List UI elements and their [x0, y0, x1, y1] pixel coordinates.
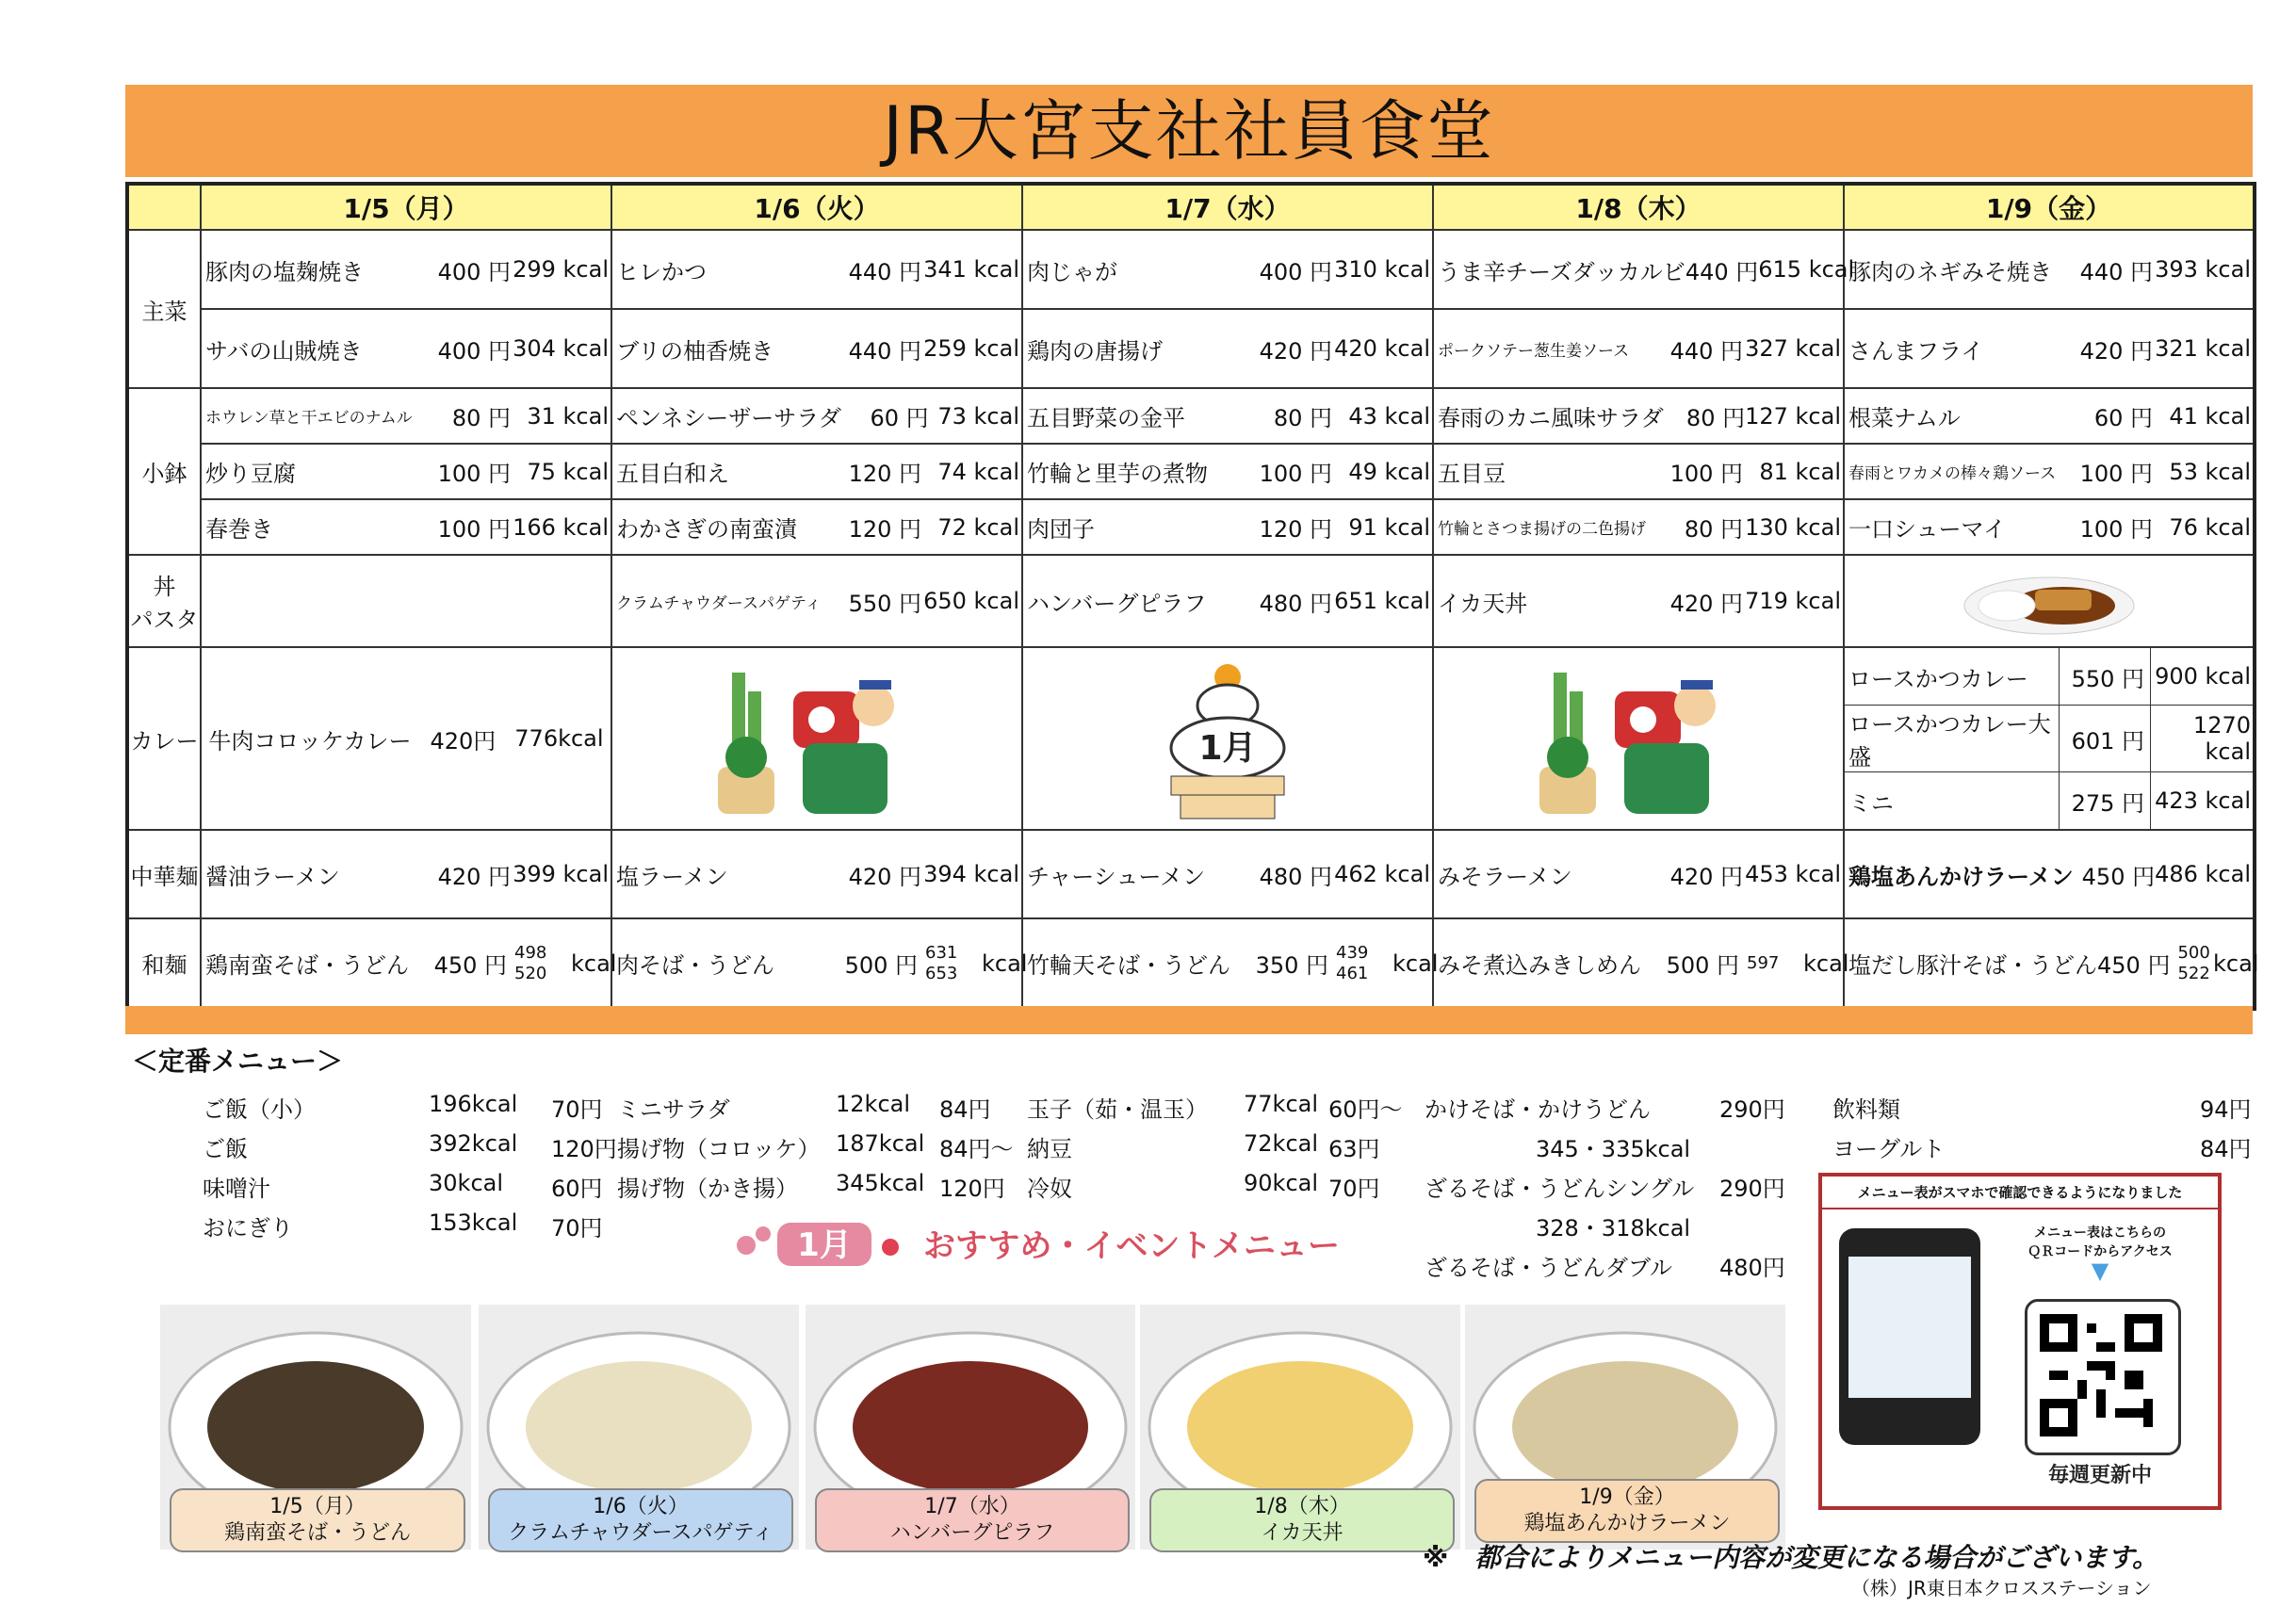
menu-item-kcal: 776kcal — [514, 725, 604, 752]
menu-item-name: 豚肉のネギみそ焼き — [1848, 258, 2052, 285]
menu-item-name: 竹輪とさつま揚げの二色揚げ — [1438, 520, 1646, 539]
kcal-unit: kcal — [2213, 949, 2259, 977]
menu-item-kcal-values: 597 — [1747, 952, 1780, 973]
standard-item-kcal: 345kcal — [836, 1170, 925, 1196]
menu-item-kcal: 615 kcal — [1758, 256, 1855, 283]
menu-item-price: 420 円 — [848, 863, 921, 890]
menu-item-kcal: 130 kcal — [1745, 513, 1841, 541]
menu-item-name: 春巻き — [205, 516, 273, 543]
table-row — [127, 647, 2255, 830]
standard-item-name: 揚げ物（かき揚） — [617, 1176, 798, 1202]
standard-item-price: 84円 — [939, 1096, 991, 1123]
page-title: JR大宮支社社員食堂 — [883, 92, 1495, 170]
menu-cell — [1022, 309, 1433, 388]
menu-item-name: 五目白和え — [616, 461, 729, 487]
menu-item-name: さんまフライ — [1848, 337, 1984, 365]
standard-item-price: 120円 — [551, 1136, 617, 1162]
menu-item-kcal: 76 kcal — [2169, 513, 2251, 541]
menu-item-kcal: 341 kcal — [923, 256, 1019, 283]
decoration-cell — [611, 647, 1022, 830]
bottom-bar — [125, 1006, 2253, 1034]
corner-cell — [127, 184, 201, 230]
standard-item-name: 納豆 — [1027, 1136, 1072, 1162]
standard-item-name: ヨーグルト — [1832, 1136, 1946, 1162]
curry-plate-icon — [1960, 563, 2139, 639]
menu-item-price: 440 円 — [1669, 337, 1743, 365]
menu-item-name: うま辛チーズダッカルビ — [1438, 258, 1685, 285]
menu-cell — [611, 555, 1022, 647]
standard-item-kcal: 328・318kcal — [1536, 1215, 1691, 1242]
dish-caption — [815, 1488, 1130, 1552]
menu-cell — [1022, 499, 1433, 555]
menu-cell — [1433, 309, 1844, 388]
menu-item-kcal: 73 kcal — [937, 402, 1019, 430]
dish-name: ハンバーグピラフ — [889, 1521, 1055, 1545]
menu-item-price: 100 円 — [2079, 516, 2153, 543]
menu-item-price: 400 円 — [437, 258, 511, 285]
standard-item-name: ざるそば・うどんダブル — [1425, 1255, 1673, 1281]
menu-item-kcal: 310 kcal — [1334, 256, 1430, 283]
sub-row — [1845, 706, 2253, 772]
standard-item-name: ご飯 — [203, 1136, 248, 1162]
menu-item-price: 601 円 — [2060, 706, 2151, 772]
menu-item-kcal: 74 kcal — [937, 458, 1019, 485]
dish-caption — [1149, 1488, 1455, 1552]
menu-item-name: 肉団子 — [1027, 516, 1095, 543]
menu-cell — [201, 230, 611, 309]
day-header: 1/5（月） — [201, 184, 611, 230]
standard-item-price: 480円 — [1719, 1255, 1785, 1281]
menu-item-price: 120 円 — [1259, 516, 1332, 543]
menu-item-name: 一口シューマイ — [1848, 516, 2007, 543]
standard-item-price: 70円 — [551, 1096, 603, 1123]
table-row — [127, 499, 2255, 555]
menu-item-kcal: 299 kcal — [513, 256, 609, 283]
menu-item-price: 100 円 — [437, 516, 511, 543]
menu-item-name: 塩ラーメン — [616, 863, 728, 890]
menu-cell — [611, 499, 1022, 555]
menu-cell — [201, 499, 611, 555]
kcal-unit: kcal — [1803, 949, 1849, 977]
menu-cell — [1844, 388, 2255, 444]
menu-item-name: 春雨とワカメの棒々鶏ソース — [1848, 464, 2057, 483]
kcal-unit: kcal — [571, 949, 617, 977]
sub-row — [1845, 648, 2253, 706]
dish-caption — [488, 1488, 793, 1552]
menu-cell — [611, 309, 1022, 388]
dish-date: 1/6（火） — [593, 1495, 689, 1518]
dish-name: イカ天丼 — [1261, 1521, 1343, 1545]
company-name: （株）JR東日本クロスステーション — [1851, 1577, 2152, 1599]
standard-item-price: 290円 — [1719, 1176, 1785, 1202]
menu-item-kcal-values: 439 461 — [1336, 942, 1369, 983]
dish-name: クラムチャウダースパゲティ — [508, 1521, 773, 1545]
menu-item-name: チャーシューメン — [1027, 863, 1206, 890]
menu-item-price: 450 円 — [2097, 952, 2171, 979]
standard-item-price: 70円 — [551, 1215, 603, 1242]
menu-cell — [201, 555, 611, 647]
standard-item-price: 60円～ — [1328, 1096, 1403, 1123]
menu-item-kcal: 420 kcal — [1334, 335, 1430, 362]
menu-item-price: 420円 — [430, 727, 497, 755]
menu-item-price: 100 円 — [437, 461, 511, 487]
menu-item-kcal: 91 kcal — [1348, 513, 1430, 541]
menu-item-name: 鶏塩あんかけラーメン — [1848, 863, 2074, 890]
menu-cell — [1022, 388, 1433, 444]
menu-item-price: 400 円 — [1259, 258, 1332, 285]
menu-item-kcal: 75 kcal — [527, 458, 609, 485]
qr-code[interactable] — [2025, 1299, 2181, 1455]
menu-cell — [1433, 830, 1844, 918]
phone-icon — [1839, 1228, 1980, 1445]
menu-item-kcal-values: 631 653 — [925, 942, 958, 983]
menu-item-name: ミニ — [1845, 772, 2060, 830]
qr-panel — [1818, 1173, 2222, 1510]
menu-cell — [1433, 555, 1844, 647]
menu-item-name: 鶏肉の唐揚げ — [1027, 337, 1163, 365]
qr-line2: ＱＲコードからアクセス — [2027, 1244, 2173, 1259]
dish-caption — [170, 1488, 465, 1552]
kcal-unit: kcal — [982, 949, 1028, 977]
table-row — [127, 830, 2255, 918]
menu-cell — [1022, 555, 1433, 647]
qr-header: メニュー表がスマホで確認できるようになりました — [1822, 1177, 2218, 1209]
menu-cell — [1433, 499, 1844, 555]
menu-item-price: 80 円 — [1273, 405, 1332, 431]
notice-text: ※ 都合によりメニュー内容が変更になる場合がございます。 — [1423, 1542, 2158, 1573]
menu-cell — [1022, 830, 1433, 918]
standard-item-kcal: 12kcal — [836, 1091, 911, 1117]
menu-item-price: 350 円 — [1255, 952, 1328, 979]
menu-item-kcal: 49 kcal — [1348, 458, 1430, 485]
dish-date: 1/9（金） — [1579, 1485, 1675, 1509]
menu-cell — [1844, 647, 2255, 830]
menu-item-price: 420 円 — [1669, 863, 1743, 890]
menu-cell — [201, 444, 611, 499]
decoration-cell — [1022, 647, 1433, 830]
menu-item-name: 肉そば・うどん — [616, 952, 774, 979]
menu-item-name: 竹輪と里芋の煮物 — [1027, 461, 1208, 487]
table-row — [127, 388, 2255, 444]
weekly-menu-table — [125, 182, 2259, 1011]
menu-item-name: 塩だし豚汁そば・うどん — [1848, 952, 2097, 979]
standard-item-price: 84円 — [2200, 1136, 2252, 1162]
dish-date: 1/5（月） — [269, 1495, 366, 1518]
menu-cell — [1433, 388, 1844, 444]
standard-item-name: 飲料類 — [1832, 1096, 1900, 1123]
menu-item-name: ヒレかつ — [616, 258, 707, 285]
qr-line1: メニュー表はこちらの — [2034, 1225, 2166, 1241]
menu-cell — [1844, 230, 2255, 309]
standard-item-name: ざるそば・うどんシングル — [1425, 1176, 1695, 1202]
menu-item-price: 420 円 — [437, 863, 511, 890]
menu-item-kcal: 327 kcal — [1745, 335, 1841, 362]
menu-item-price: 440 円 — [848, 258, 921, 285]
menu-item-kcal: 719 kcal — [1745, 588, 1841, 614]
dish-caption — [1474, 1479, 1780, 1543]
category-label: 小鉢 — [127, 388, 201, 555]
standard-item-kcal: 345・335kcal — [1536, 1136, 1691, 1162]
kagami-mochi-illustration — [1152, 654, 1303, 823]
standard-menu-heading: ＜定番メニュー＞ — [132, 1046, 344, 1077]
category-label: 中華麺 — [127, 830, 201, 918]
day-header: 1/6（火） — [611, 184, 1022, 230]
menu-item-name: みそラーメン — [1438, 863, 1572, 890]
kcal-unit: kcal — [1392, 949, 1439, 977]
standard-item-kcal: 77kcal — [1244, 1091, 1319, 1117]
menu-item-kcal: 43 kcal — [1348, 402, 1430, 430]
menu-item-name: 牛肉コロッケカレー — [208, 727, 412, 755]
menu-cell — [201, 647, 611, 830]
menu-item-price: 275 円 — [2060, 772, 2151, 830]
standard-item-name: 冷奴 — [1027, 1176, 1072, 1202]
curry-image-cell — [1844, 555, 2255, 647]
menu-cell — [201, 309, 611, 388]
menu-item-price: 80 円 — [1685, 405, 1746, 431]
standard-item-kcal: 153kcal — [429, 1209, 518, 1236]
menu-item-kcal: 462 kcal — [1334, 861, 1430, 887]
standard-item-price: 60円 — [551, 1176, 603, 1202]
menu-item-name: みそ煮込みきしめん — [1438, 952, 1641, 979]
menu-item-price: 550 円 — [848, 590, 921, 617]
standard-item-kcal: 30kcal — [429, 1170, 504, 1196]
menu-item-price: 500 円 — [844, 952, 918, 979]
standard-item-kcal: 187kcal — [836, 1130, 925, 1157]
menu-item-price: 550 円 — [2060, 648, 2151, 706]
menu-cell — [1433, 230, 1855, 309]
menu-item-kcal: 1270 kcal — [2151, 706, 2254, 772]
category-label: 和麺 — [127, 918, 201, 1009]
menu-item-price: 450 円 — [433, 952, 507, 979]
table-row — [127, 555, 2255, 647]
menu-item-kcal-values: 498 520 — [514, 942, 547, 983]
menu-cell — [1433, 444, 1844, 499]
menu-item-name: 春雨のカニ風味サラダ — [1438, 405, 1664, 431]
menu-cell — [201, 830, 611, 918]
standard-item-name: 揚げ物（コロッケ） — [617, 1136, 821, 1162]
standard-item-price: 63円 — [1328, 1136, 1380, 1162]
menu-cell — [611, 388, 1022, 444]
menu-cell — [611, 830, 1022, 918]
menu-cell — [1844, 499, 2255, 555]
menu-item-name: ロースかつカレー大盛 — [1845, 706, 2060, 772]
standard-item-kcal: 90kcal — [1244, 1170, 1319, 1196]
menu-item-price: 60 円 — [870, 405, 929, 431]
standard-item-price: 120円 — [939, 1176, 1005, 1202]
dish-name: 鶏塩あんかけラーメン — [1523, 1512, 1731, 1535]
flower-icon — [882, 1239, 899, 1256]
menu-item-name: 炒り豆腐 — [205, 461, 296, 487]
menu-item-price: 440 円 — [848, 337, 921, 365]
menu-item-price: 480 円 — [1259, 590, 1332, 617]
standard-item-kcal: 72kcal — [1244, 1130, 1319, 1157]
menu-cell — [611, 230, 1022, 309]
menu-item-name: ハンバーグピラフ — [1027, 590, 1207, 617]
menu-cell — [201, 388, 611, 444]
menu-item-price: 500 円 — [1666, 952, 1739, 979]
menu-cell — [1433, 918, 1849, 1009]
menu-item-kcal-values: 500 522 — [2177, 942, 2210, 983]
menu-cell — [1844, 444, 2255, 499]
menu-cell — [1844, 309, 2255, 388]
standard-item-name: 玉子（茹・温玉） — [1027, 1096, 1208, 1123]
day-header-row — [127, 184, 2255, 230]
new-year-kadomatsu-illustration — [708, 654, 925, 823]
event-banner — [725, 1215, 1340, 1272]
menu-item-kcal: 650 kcal — [923, 588, 1019, 614]
menu-item-name: ホウレン草と干エビのナムル — [205, 409, 413, 428]
menu-item-kcal: 81 kcal — [1759, 458, 1841, 485]
menu-item-price: 420 円 — [1259, 337, 1332, 365]
standard-item-price: 290円 — [1719, 1096, 1785, 1123]
menu-item-kcal: 486 kcal — [2155, 861, 2251, 887]
menu-item-price: 120 円 — [848, 461, 921, 487]
mochi-label: 1月 — [1198, 729, 1257, 768]
menu-item-price: 100 円 — [1669, 461, 1743, 487]
menu-item-kcal: 166 kcal — [513, 513, 609, 541]
standard-item-name: 味噌汁 — [203, 1176, 270, 1202]
standard-item-name: ミニサラダ — [617, 1096, 730, 1123]
day-header: 1/8（木） — [1433, 184, 1844, 230]
menu-item-price: 420 円 — [1669, 590, 1743, 617]
menu-item-name: ブリの柚香焼き — [616, 337, 774, 365]
menu-cell — [201, 918, 617, 1009]
menu-item-name: わかさぎの南蛮漬 — [616, 516, 797, 543]
menu-item-price: 80 円 — [1684, 516, 1743, 543]
menu-item-price: 80 円 — [451, 405, 511, 431]
menu-item-kcal: 321 kcal — [2155, 335, 2251, 362]
day-header: 1/7（水） — [1022, 184, 1433, 230]
menu-item-name: 鶏南蛮そば・うどん — [205, 952, 409, 979]
table-row — [127, 444, 2255, 499]
menu-item-kcal: 53 kcal — [2169, 458, 2251, 485]
standard-item-name: おにぎり — [203, 1215, 293, 1242]
menu-item-name: 豚肉の塩麹焼き — [205, 258, 364, 285]
arrow-down-icon: ▼ — [2091, 1258, 2109, 1284]
menu-cell — [1844, 918, 2259, 1009]
menu-item-name: 肉じゃが — [1027, 258, 1117, 285]
menu-item-name: 根菜ナムル — [1848, 405, 1961, 431]
menu-item-name: 醤油ラーメン — [205, 863, 340, 890]
menu-item-kcal: 259 kcal — [923, 335, 1019, 362]
menu-item-price: 440 円 — [2079, 258, 2153, 285]
menu-item-name: サバの山賊焼き — [205, 337, 363, 365]
standard-item-price: 70円 — [1328, 1176, 1380, 1202]
menu-item-kcal: 423 kcal — [2155, 787, 2251, 814]
dish-date: 1/7（水） — [924, 1495, 1020, 1518]
menu-item-price: 450 円 — [2081, 863, 2156, 890]
menu-item-price: 100 円 — [1259, 461, 1332, 487]
table-row — [127, 309, 2255, 388]
table-row — [127, 918, 2255, 1009]
menu-item-price: 100 円 — [2079, 461, 2153, 487]
standard-item-kcal: 196kcal — [429, 1091, 518, 1117]
menu-item-price: 440 円 — [1685, 258, 1759, 285]
menu-cell — [1022, 918, 1439, 1009]
menu-item-kcal: 393 kcal — [2155, 256, 2251, 283]
menu-item-kcal: 304 kcal — [513, 335, 609, 362]
category-label: 主菜 — [127, 230, 201, 388]
menu-item-kcal: 651 kcal — [1334, 588, 1430, 614]
menu-cell — [611, 918, 1028, 1009]
table-row — [127, 230, 2255, 309]
dish-name: 鶏南蛮そば・うどん — [223, 1521, 411, 1545]
standard-item-price: 94円 — [2200, 1096, 2252, 1123]
menu-item-name: 五目豆 — [1438, 461, 1506, 487]
menu-item-name: 五目野菜の金平 — [1027, 405, 1185, 431]
sub-row — [1845, 772, 2253, 830]
menu-item-kcal: 394 kcal — [923, 861, 1019, 887]
menu-item-kcal: 127 kcal — [1745, 402, 1841, 430]
flower-icon — [737, 1226, 771, 1255]
menu-item-kcal: 399 kcal — [513, 861, 609, 887]
menu-item-name: イカ天丼 — [1438, 590, 1528, 617]
dish-date: 1/8（木） — [1254, 1495, 1350, 1518]
standard-item-price: 84円～ — [939, 1136, 1014, 1162]
menu-item-price: 120 円 — [848, 516, 921, 543]
standard-item-name: ご飯（小） — [203, 1096, 316, 1123]
menu-cell — [1844, 830, 2255, 918]
menu-item-name: 竹輪天そば・うどん — [1027, 952, 1230, 979]
menu-item-name: クラムチャウダースパゲティ — [616, 593, 822, 613]
menu-item-price: 480 円 — [1259, 863, 1332, 890]
menu-item-price: 420 円 — [2079, 337, 2153, 365]
day-header: 1/9（金） — [1844, 184, 2255, 230]
menu-item-kcal: 900 kcal — [2151, 648, 2254, 706]
menu-item-kcal: 31 kcal — [527, 402, 609, 430]
menu-item-price: 400 円 — [437, 337, 511, 365]
standard-item-name: かけそば・かけうどん — [1425, 1096, 1651, 1123]
category-label: カレー — [127, 647, 201, 830]
menu-item-kcal: 72 kcal — [937, 513, 1019, 541]
menu-item-name: ペンネシーザーサラダ — [616, 405, 842, 431]
menu-cell — [1022, 444, 1433, 499]
menu-item-price: 60 円 — [2093, 405, 2153, 431]
menu-item-name: ロースかつカレー — [1845, 648, 2060, 706]
category-label: 丼 パスタ — [127, 555, 201, 647]
event-month: 1月 — [797, 1226, 852, 1264]
menu-item-kcal: 41 kcal — [2169, 402, 2251, 430]
event-label: おすすめ・イベントメニュー — [923, 1227, 1340, 1265]
menu-cell — [1022, 230, 1433, 309]
decoration-cell — [1433, 647, 1844, 830]
menu-item-name: ポークソテー葱生姜ソース — [1438, 341, 1630, 361]
qr-badge: 毎週更新中 — [2034, 1459, 2166, 1488]
new-year-kadomatsu-illustration — [1530, 654, 1747, 823]
standard-item-kcal: 392kcal — [429, 1130, 518, 1157]
menu-cell — [611, 444, 1022, 499]
menu-item-kcal: 453 kcal — [1745, 861, 1841, 887]
